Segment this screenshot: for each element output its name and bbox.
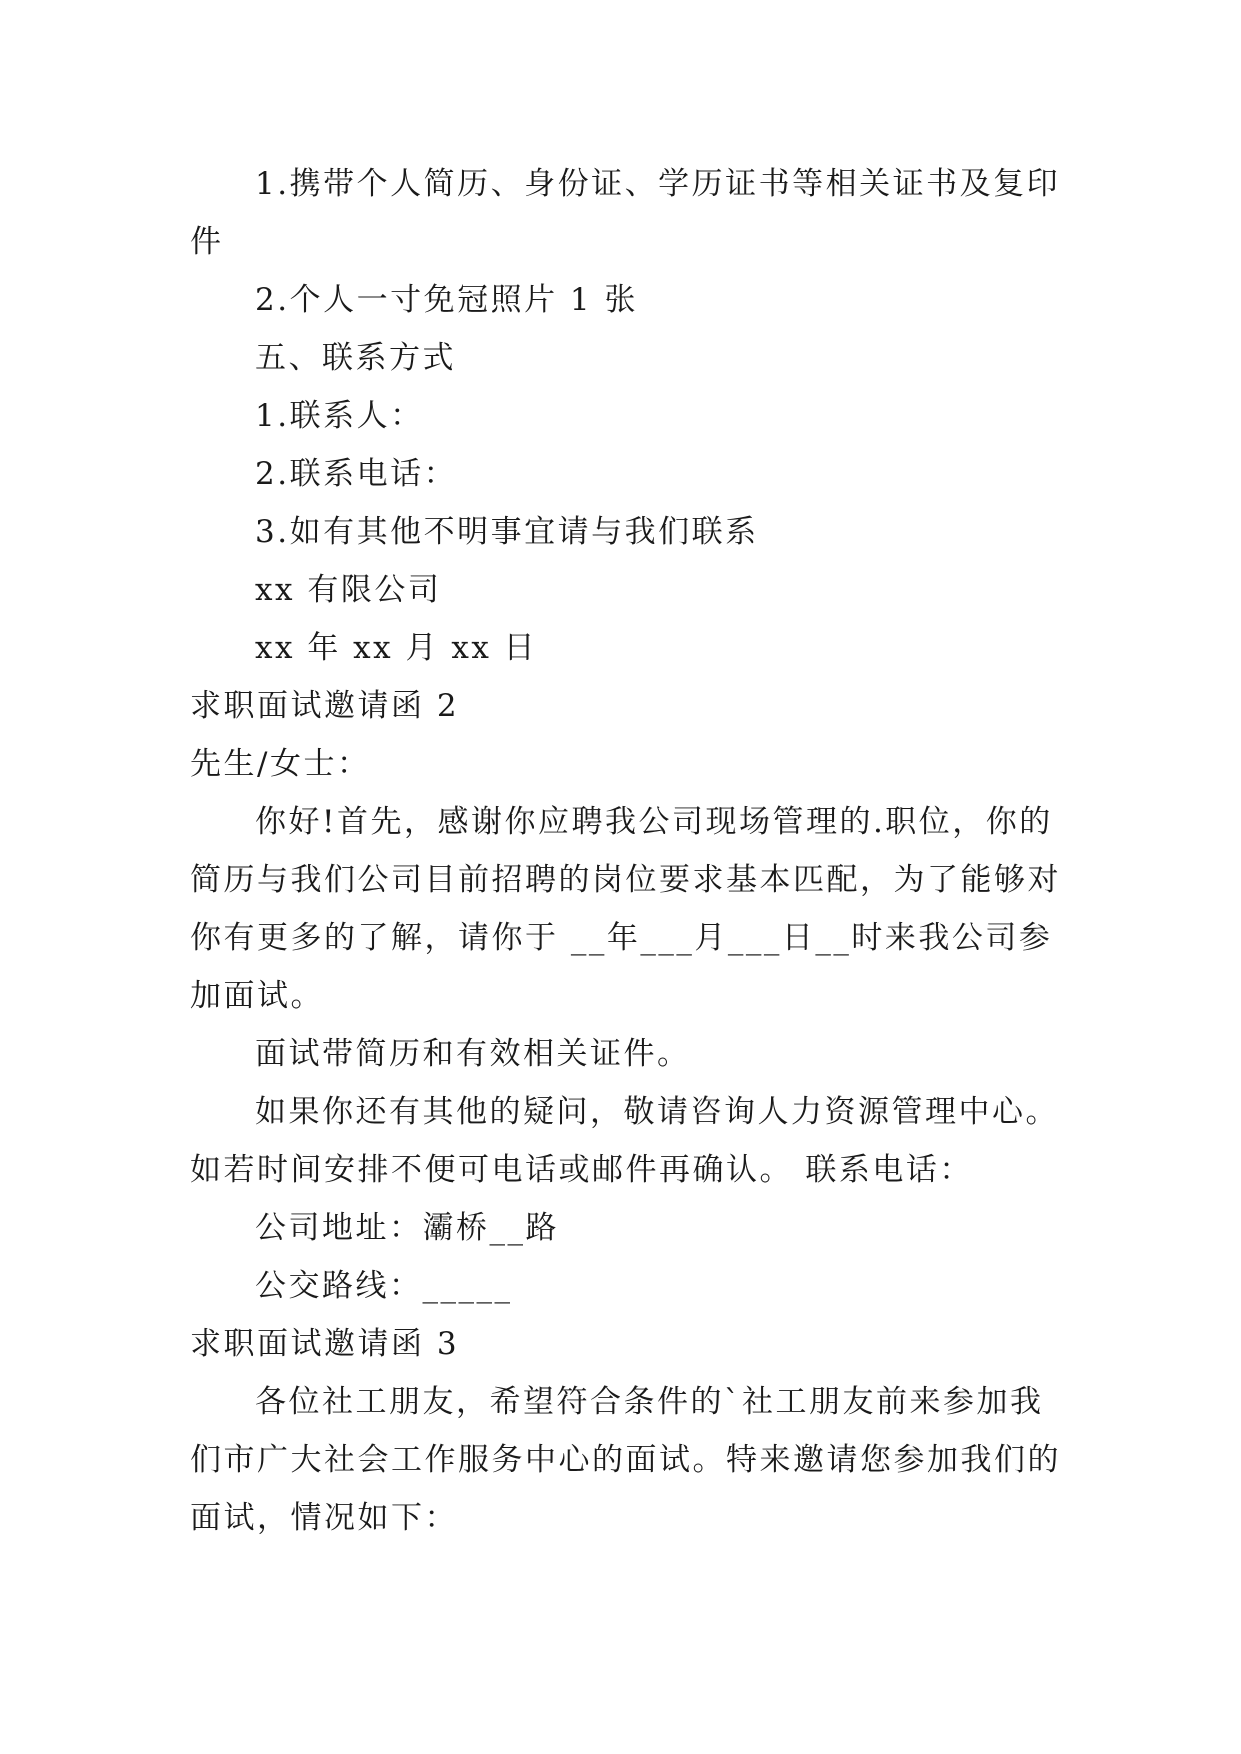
text-line: 2.联系电话：: [255, 456, 458, 492]
text-line: 如果你还有其他的疑问，敬请咨询人力资源管理中心。: [255, 1094, 1059, 1130]
text-line: 面试带简历和有效相关证件。: [255, 1036, 691, 1072]
text-line: 1.携带个人简历、身份证、学历证书等相关证书及复印: [255, 166, 1061, 202]
text-line: 公交路线：_____: [255, 1268, 513, 1304]
text-line: 如若时间安排不便可电话或邮件再确认。 联系电话：: [190, 1152, 973, 1188]
letter-title: 求职面试邀请函 2: [190, 688, 460, 724]
text-line: 加面试。: [190, 978, 324, 1014]
letter-title: 求职面试邀请函 3: [190, 1326, 460, 1362]
text-line: 你有更多的了解，请你于 __年___月___日__时来我公司参: [190, 920, 1053, 956]
text-line: 各位社工朋友，希望符合条件的`社工朋友前来参加我: [255, 1384, 1044, 1420]
text-line: 简历与我们公司目前招聘的岗位要求基本匹配，为了能够对: [190, 862, 1061, 898]
salutation: 先生/女士：: [190, 746, 371, 782]
date-line: xx 年 xx 月 xx 日: [255, 630, 538, 666]
text-line: 公司地址：灞桥__路: [255, 1210, 559, 1246]
text-line: 件: [190, 224, 224, 260]
company-signature: xx 有限公司: [255, 572, 442, 608]
text-line: 们市广大社会工作服务中心的面试。特来邀请您参加我们的: [190, 1442, 1061, 1478]
text-line: 面试，情况如下：: [190, 1500, 458, 1536]
text-line: 2.个人一寸免冠照片 1 张: [255, 282, 639, 318]
text-line: 3.如有其他不明事宜请与我们联系: [255, 514, 759, 550]
text-line: 1.联系人：: [255, 398, 424, 434]
text-line: 你好!首先，感谢你应聘我公司现场管理的.职位，你的: [255, 804, 1053, 840]
section-heading: 五、联系方式: [255, 340, 456, 376]
